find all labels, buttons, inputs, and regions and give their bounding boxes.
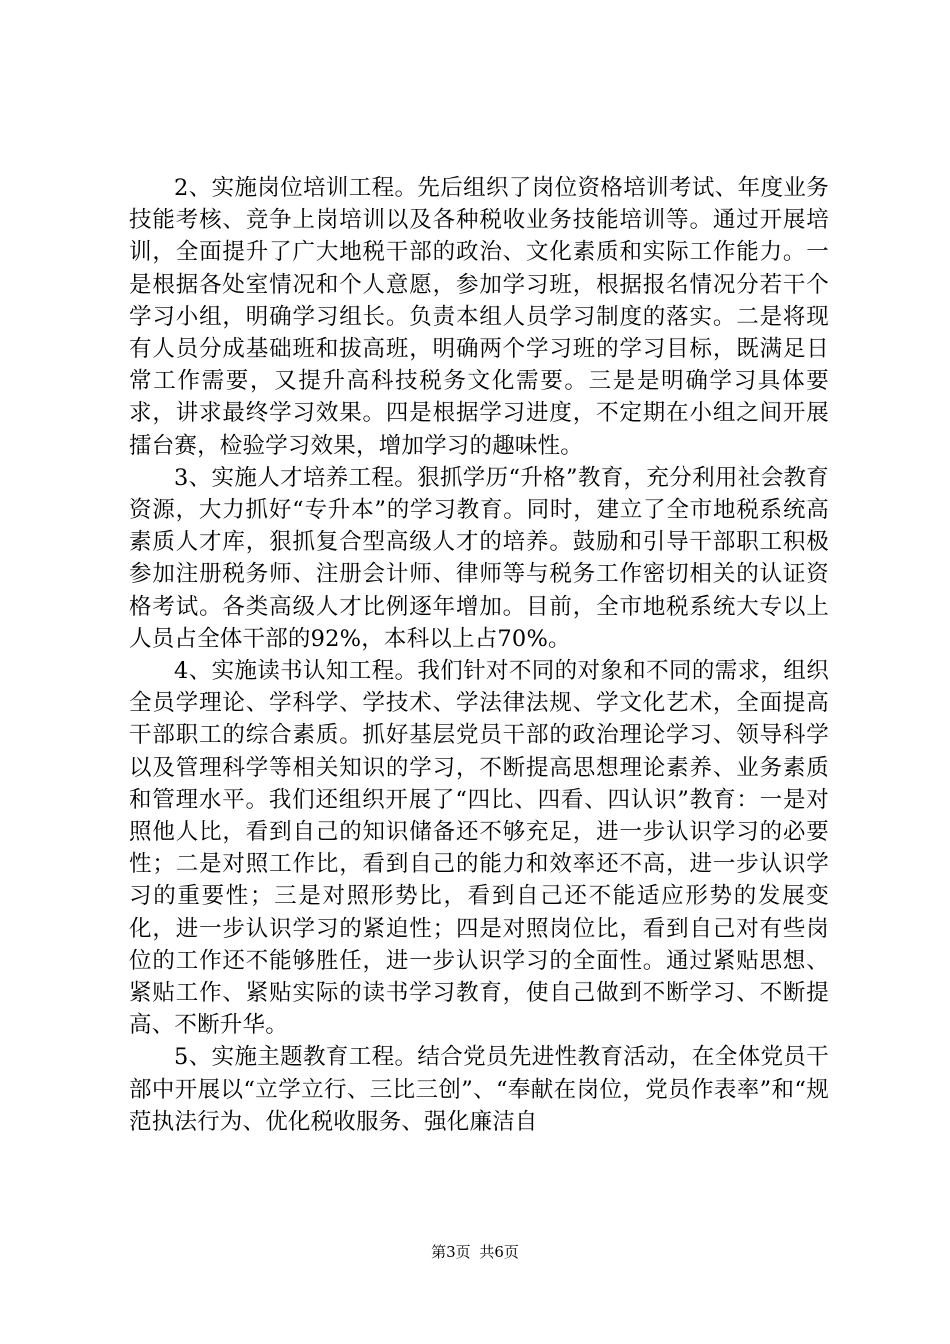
page-footer — [0, 1242, 950, 1262]
document-body — [129, 172, 829, 1138]
paragraph-job-training: 2、实施岗位培训工程。先后组织了岗位资格培训考试、年度业务技能考核、竞争上岗培训以及各种税收业务技能培训等。通过开展培训，全面提升了广大地税干部的政治、文化素质和实际工作能力。一是根据各处室情况和个人意愿，参加学习班，根据报名情况分若干个学习小组，明确学习组长。负责本组人员学习制度的落实。二是将现有人员分成基础班和拔高班，明确两个学习班的学习目标，既满足日常工作需要，又提升高科技税务文化需要。三是是明确学习具体要求，讲求最终学习效果。四是根据学习进度，不定期在小组之间开展擂台赛，检验学习效果，增加学习的趣味性。 — [129, 175, 829, 459]
page-total: 共6页 — [479, 1243, 519, 1261]
paragraph-talent-cultivation: 3、实施人才培养工程。狠抓学历“升格”教育，充分利用社会教育资源，大力抓好“专升本”的学习教育。同时，建立了全市地税系统高素质人才库，狠抓复合型高级人才的培养。鼓励和引导干部职工积极参加注册税务师、注册会计师、律师等与税务工作密切相关的认证资格考试。各类高级人才比例逐年增加。目前，全市地税系统大专以上人员占全体干部的92%，本科以上占70%。 — [129, 464, 829, 652]
paragraph-reading-cognition: 4、实施读书认知工程。我们针对不同的对象和不同的需求，组织全员学理论、学科学、学技术、学法律法规、学文化艺术，全面提高干部职工的综合素质。抓好基层党员干部的政治理论学习、领导科学以及管理科学等相关知识的学习，不断提高思想理论素养、业务素质和管理水平。我们还组织开展了“四比、四看、四认识”教育：一是对照他人比，看到自己的知识储备还不够充足，进一步认识学习的必要性；二是对照工作比，看到自己的能力和效率还不高，进一步认识学习的重要性；三是对照形势比，看到自己还不能适应形势的发展变化，进一步认识学习的紧迫性；四是对照岗位比，看到自己对有些岗位的工作还不能够胜任，进一步认识学习的全面性。通过紧贴思想、紧贴工作、紧贴实际的读书学习教育，使自己做到不断学习、不断提高、不断升华。 — [129, 658, 829, 1039]
paragraph-theme-education: 5、实施主题教育工程。结合党员先进性教育活动，在全体党员干部中开展以“立学立行、三比三创”、“奉献在岗位，党员作表率”和“规范执法行为、优化税收服务、强化廉洁自 — [129, 1044, 829, 1135]
page-number: 第3页 — [431, 1243, 471, 1261]
